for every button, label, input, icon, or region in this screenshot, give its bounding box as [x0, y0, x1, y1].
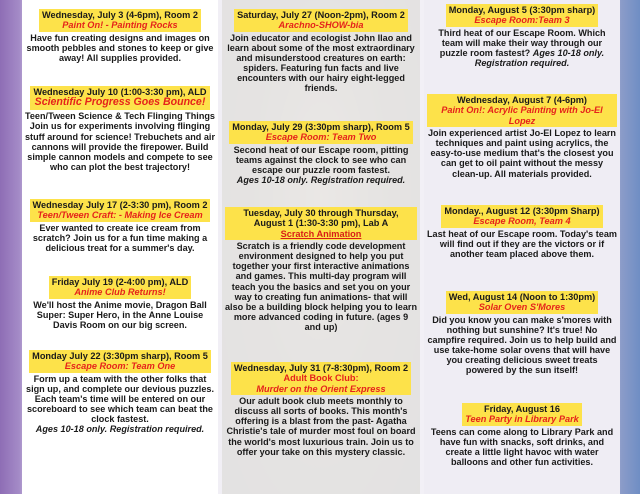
event-arachno-show-bia — [225, 9, 417, 94]
event-title: Escape Room: Team Two — [265, 132, 377, 143]
event-teen-party — [427, 403, 617, 467]
event-title: Paint On!: Acrylic Painting with Jo-El Lopez — [441, 105, 603, 126]
event-header — [225, 207, 417, 240]
column-august — [424, 0, 620, 494]
event-title-book: Murder on the Orient Express — [256, 383, 386, 394]
event-description: Have fun creating designs and images on smooth pebbles and stones to keep or give away! All supplies provided. — [26, 32, 214, 63]
event-header — [427, 94, 617, 127]
event-date: Wednesday, July 31 (7-8:30pm), Room 2 — [233, 363, 409, 373]
event-title: Solar Oven S'Mores — [478, 302, 566, 313]
event-description: Did you know you can make s'mores with nothing but sunshine? It's true! No campfire required. Join us to help build and use take-home solar ovens that will have you creating delicious sweet treats powered by the sun itself! — [427, 314, 617, 376]
event-description: Join educator and ecologist John Ilao and learn about some of the most extraordinary and misunderstood creatures on earth: spiders. Featuring fun facts and live encounters with our hairy eight-legged friends. — [227, 32, 415, 94]
event-description: Teen/Tween Science & Tech Flinging Things Join us for experiments involving flinging stuff around for science! Trebuchets and air cannons will provide the firepower. Build simple cannon models and compete to see who can plot the best trajectory! — [25, 111, 215, 173]
event-description: We'll host the Anime movie, Dragon Ball Super: Super Hero, in the Anne Louise Davis Room on our big screen. — [33, 299, 207, 330]
event-header — [30, 86, 211, 110]
event-date: Monday July 22 (3:30pm sharp), Room 5 — [32, 351, 208, 361]
event-header — [231, 362, 411, 395]
event-date: Monday., August 12 (3:30pm Sharp) — [444, 206, 600, 216]
event-body: Form up a team with the other folks that sign up, and complete our devious puzzles. Each team's time will be entered on our scoreboard to see which team can beat the clock fastest. — [26, 373, 214, 425]
event-header — [234, 9, 408, 32]
event-escape-room-1 — [25, 350, 215, 435]
event-date: Wed, August 14 (Noon to 1:30pm) — [448, 292, 596, 302]
event-description: Ever wanted to create ice cream from scratch? Join us for a fun time making a delicious treat for a summer's day. — [32, 222, 208, 253]
column-july-late — [222, 0, 420, 494]
event-date: Monday, July 29 (3:30pm sharp), Room 5 — [232, 122, 410, 132]
event-title: Paint On! - Painting Rocks — [62, 20, 178, 31]
event-escape-room-2 — [225, 121, 417, 185]
event-note: Ages 10-18 only. Registration required. — [236, 175, 406, 186]
event-note: Ages 10-18 only. Registration required. — [35, 424, 205, 435]
event-date: Friday July 19 (2-4:00 pm), ALD — [51, 277, 189, 287]
event-header — [441, 205, 602, 228]
event-date: Monday, August 5 (3:30pm sharp) — [448, 5, 596, 15]
event-scientific-progress — [25, 86, 215, 172]
event-title: Adult Book Club: — [283, 373, 359, 384]
event-description: Teens can come along to Library Park and have fun with snacks, soft drinks, and create a little light havoc with water balloons and other fun activities. — [430, 426, 614, 468]
event-anime-club — [25, 276, 215, 330]
event-note: Ages 10-18 only. Registration required. — [474, 47, 605, 69]
event-acrylic-painting — [427, 94, 617, 179]
event-scratch-animation — [225, 207, 417, 332]
event-description: Last heat of our Escape room. Today's team will find out if they are the victors or if another team placed above them. — [427, 228, 617, 259]
event-date: Wednesday July 10 (1:00-3:30 pm), ALD — [33, 87, 207, 97]
event-header — [49, 276, 192, 299]
event-description: Join experienced artist Jo-El Lopez to learn techniques and paint using acrylics, the easy-to-use medium that's the closest you can get to oil paint without the messy clean-up. All materials provided. — [428, 127, 616, 179]
column-july-early — [22, 0, 218, 494]
event-title: Arachno-SHOW-bia — [278, 20, 364, 31]
event-date: Wednesday, August 7 (4-6pm) — [456, 95, 587, 105]
event-title: Teen/Tween Craft: - Making Ice Cream — [37, 210, 203, 221]
event-date: Saturday, July 27 (Noon-2pm), Room 2 — [237, 10, 405, 20]
event-adult-book-club — [225, 362, 417, 457]
event-date: Wednesday, July 3 (4-6pm), Room 2 — [42, 10, 198, 20]
event-title: Scientific Progress Goes Bounce! — [34, 96, 206, 109]
event-header — [229, 121, 413, 144]
event-escape-room-4 — [427, 205, 617, 259]
event-description: Scratch is a friendly code development environment designed to help you put together your first interactive animations and games. This multi-day program will teach you the basics and set you on your way to creating fun animations- that will also be a building block helping you to learn more advanced coding in future. (ages 9 and up) — [225, 240, 417, 333]
event-painting-rocks — [25, 9, 215, 63]
event-header — [29, 350, 211, 373]
event-date: Tuesday, July 30 through Thursday, August 1 (1:30-3:30 pm), Lab A — [243, 208, 399, 229]
event-description: Our adult book club meets monthly to discuss all sorts of books. This month's offering is a blast from the past- Agatha Christie's tale of murder most foul on board the world's most luxurious train. Join us to offer your take on this mystery classic. — [226, 395, 416, 457]
event-title: Escape Room, Team 4 — [473, 216, 571, 227]
event-description — [427, 28, 617, 69]
event-body: Third heat of our Escape Room. Which team will make their way through our puzzle room fastest? — [438, 27, 606, 58]
event-header — [39, 9, 201, 32]
event-date: Friday, August 16 — [483, 404, 561, 414]
event-body: Second heat of our Escape room, pitting teams against the clock to see who can escape our puzzle room fastest. — [233, 144, 409, 175]
event-title: Teen Party in Library Park — [465, 414, 579, 425]
event-header — [446, 291, 599, 314]
event-date: Wednesday July 17 (2-3:30 pm), Room 2 — [32, 200, 208, 210]
event-header — [446, 4, 599, 27]
event-header — [462, 403, 582, 426]
event-description — [25, 374, 215, 435]
event-header — [30, 199, 211, 222]
event-title: Anime Club Returns! — [74, 287, 166, 298]
event-solar-oven-smores — [427, 291, 617, 376]
event-title: Scratch Animation — [280, 228, 362, 239]
event-title: Escape Room: Team One — [64, 361, 176, 372]
event-escape-room-3 — [427, 4, 617, 68]
event-title: Escape Room:Team 3 — [474, 15, 570, 26]
event-ice-cream — [25, 199, 215, 253]
event-description — [225, 145, 417, 186]
